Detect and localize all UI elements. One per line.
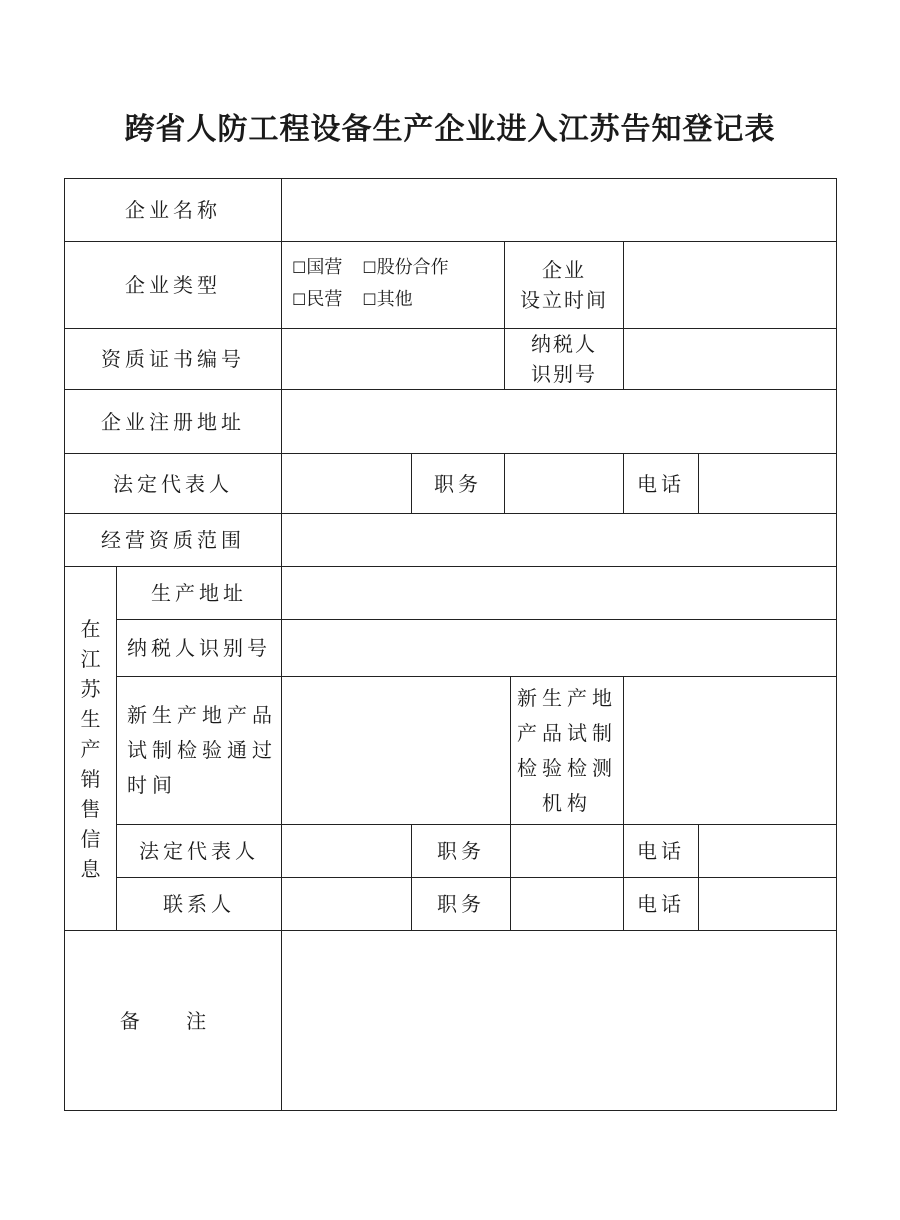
type-option-state-label: 国营	[306, 256, 343, 278]
contact-label: 联系人	[117, 878, 282, 931]
legal-rep-label: 法定代表人	[65, 454, 282, 514]
prod-address-field[interactable]	[282, 567, 837, 620]
contact-field[interactable]	[282, 878, 412, 931]
row-js-taxpayer	[65, 620, 837, 677]
company-name-field[interactable]	[282, 179, 837, 242]
reg-address-label: 企业注册地址	[65, 390, 282, 454]
row-company-name	[65, 179, 837, 242]
prod-address-label: 生产地址	[117, 567, 282, 620]
legal-rep-position-label: 职务	[412, 454, 505, 514]
row-legal-rep	[65, 454, 837, 514]
row-prod-address	[65, 567, 837, 620]
js-legal-rep-field[interactable]	[282, 825, 412, 878]
legal-rep-field[interactable]	[282, 454, 412, 514]
new-prod-org-label-line1: 新生产地	[517, 685, 617, 710]
section-char: 苏	[80, 676, 101, 701]
new-prod-time-label	[117, 677, 282, 825]
business-scope-label: 经营资质范围	[65, 514, 282, 567]
new-prod-time-label-line2: 试制检验通过	[127, 738, 277, 762]
legal-rep-phone-label: 电话	[624, 454, 699, 514]
row-business-scope	[65, 514, 837, 567]
established-field[interactable]	[624, 242, 837, 329]
new-prod-org-label-line2: 产品试制	[517, 720, 617, 745]
contact-phone-label: 电话	[624, 878, 699, 931]
cert-no-label: 资质证书编号	[65, 329, 282, 390]
form-title: 跨省人防工程设备生产企业进入江苏告知登记表	[124, 112, 776, 147]
section-char: 息	[80, 856, 101, 881]
checkbox-state[interactable]: ☐	[292, 257, 307, 277]
section-char: 销	[80, 766, 101, 791]
type-option-joint-stock[interactable]	[362, 256, 449, 278]
row-company-type	[65, 242, 837, 329]
checkbox-private[interactable]: ☐	[292, 289, 307, 309]
section-char: 信	[80, 826, 101, 851]
section-char: 在	[80, 616, 101, 641]
established-label	[505, 242, 624, 329]
company-name-label: 企业名称	[65, 179, 282, 242]
js-legal-rep-label: 法定代表人	[117, 825, 282, 878]
js-legal-rep-position-field[interactable]	[511, 825, 624, 878]
checkbox-joint-stock[interactable]: ☐	[362, 257, 377, 277]
remarks-label: 备 注	[65, 931, 282, 1111]
legal-rep-position-field[interactable]	[505, 454, 624, 514]
row-js-legal-rep	[65, 825, 837, 878]
checkbox-other[interactable]: ☐	[362, 289, 377, 309]
legal-rep-phone-field[interactable]	[699, 454, 837, 514]
section-char: 售	[80, 796, 101, 821]
established-label-line2: 设立时间	[520, 288, 608, 312]
business-scope-field[interactable]	[282, 514, 837, 567]
section-char: 生	[80, 706, 101, 731]
type-option-state[interactable]	[292, 256, 343, 278]
new-prod-org-label-line4: 机构	[542, 790, 592, 815]
row-contact	[65, 878, 837, 931]
section-char: 江	[80, 646, 101, 671]
row-remarks	[65, 931, 837, 1111]
taxpayer-label	[505, 329, 624, 390]
js-legal-rep-phone-field[interactable]	[699, 825, 837, 878]
new-prod-org-label-line3: 检验检测	[517, 755, 617, 780]
company-type-label: 企业类型	[65, 242, 282, 329]
new-prod-time-field[interactable]	[282, 677, 511, 825]
row-cert-no	[65, 329, 837, 390]
js-taxpayer-field[interactable]	[282, 620, 837, 677]
type-option-private[interactable]	[292, 288, 343, 310]
new-prod-org-label	[511, 677, 624, 825]
company-type-options	[282, 242, 505, 329]
taxpayer-label-line1: 纳税人	[531, 332, 597, 356]
row-reg-address	[65, 390, 837, 454]
taxpayer-label-line2: 识别号	[531, 362, 597, 386]
contact-position-label: 职务	[412, 878, 511, 931]
type-option-other-label: 其他	[376, 288, 413, 310]
section-char: 产	[80, 736, 101, 761]
type-option-joint-stock-label: 股份合作	[376, 256, 449, 278]
remarks-field[interactable]	[282, 931, 837, 1111]
registration-form-table	[64, 178, 837, 1111]
established-label-line1: 企业	[542, 258, 586, 282]
jiangsu-section-label	[65, 567, 117, 931]
new-prod-time-label-line3: 时间	[127, 773, 177, 797]
reg-address-field[interactable]	[282, 390, 837, 454]
contact-position-field[interactable]	[511, 878, 624, 931]
js-legal-rep-position-label: 职务	[412, 825, 511, 878]
type-option-other[interactable]	[362, 288, 413, 310]
new-prod-time-label-line1: 新生产地产品	[127, 703, 277, 727]
js-legal-rep-phone-label: 电话	[624, 825, 699, 878]
js-taxpayer-label: 纳税人识别号	[117, 620, 282, 677]
type-option-private-label: 民营	[306, 288, 343, 310]
taxpayer-field[interactable]	[624, 329, 837, 390]
cert-no-field[interactable]	[282, 329, 505, 390]
contact-phone-field[interactable]	[699, 878, 837, 931]
new-prod-org-field[interactable]	[624, 677, 837, 825]
row-new-prod	[65, 677, 837, 825]
